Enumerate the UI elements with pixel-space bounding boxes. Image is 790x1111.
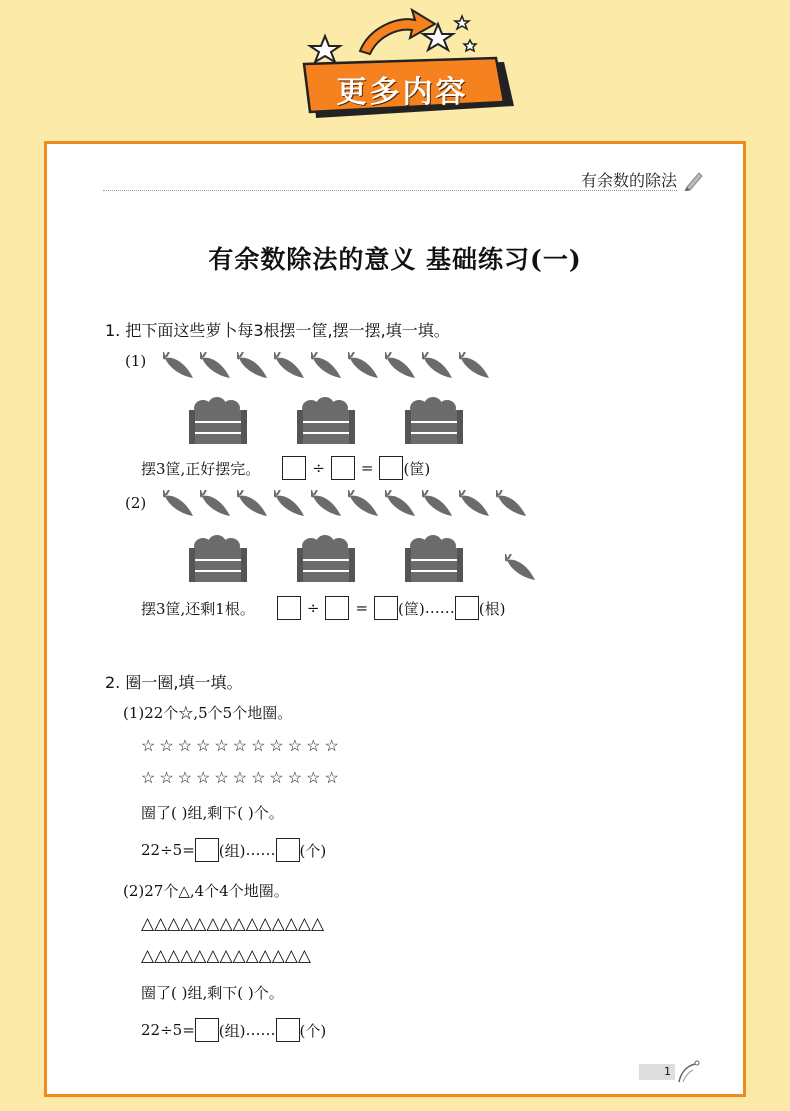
q2-part1-stars-row-2: ☆☆☆☆☆☆☆☆☆☆☆ <box>141 768 343 787</box>
unit-baskets: (筐) <box>403 459 431 478</box>
question-2-prompt: 2. 圈一圈,填一填。 <box>105 673 243 692</box>
q2-part1-equation <box>141 838 326 862</box>
q1-part2-dividend-box[interactable] <box>277 596 301 620</box>
carrot-icon <box>237 490 269 520</box>
basket-icon <box>403 396 465 446</box>
carrot-icon <box>311 490 343 520</box>
basket-icon <box>403 534 465 584</box>
q2-part1-expression: 22÷5= <box>141 841 195 859</box>
page-corner-swirl-icon <box>675 1060 701 1084</box>
carrot-icon <box>459 490 491 520</box>
q2-part1-remainder-box[interactable] <box>276 838 300 862</box>
carrot-icon <box>200 352 232 382</box>
carrot-icon <box>311 352 343 382</box>
unit-items: (个) <box>299 1021 327 1040</box>
page-title: 有余数除法的意义 基础练习(一) <box>208 245 582 274</box>
q2-part2-equation <box>141 1018 326 1042</box>
header-divider <box>103 190 677 191</box>
worksheet-page <box>44 141 746 1097</box>
unit-items: (个) <box>299 841 327 860</box>
basket-icon <box>295 534 357 584</box>
equals-sign: = <box>360 459 374 477</box>
q1-part2-remainder-box[interactable] <box>455 596 479 620</box>
q2-part1-label: (1)22个☆,5个5个地圈。 <box>123 704 293 722</box>
remainder-dots: …… <box>424 599 455 617</box>
carrot-icon <box>348 352 380 382</box>
pencil-icon <box>683 169 703 191</box>
remainder-dots: …… <box>245 1021 276 1039</box>
more-content-banner[interactable] <box>290 6 520 126</box>
unit-groups: (组) <box>218 1021 246 1040</box>
page-number: 1 <box>639 1064 675 1080</box>
q1-part2-divisor-box[interactable] <box>325 596 349 620</box>
carrot-icon <box>385 352 417 382</box>
basket-icon <box>187 534 249 584</box>
carrot-icon <box>422 352 454 382</box>
q2-part1-groups-box[interactable] <box>195 838 219 862</box>
carrot-icon <box>163 352 195 382</box>
q1-part2-quotient-box[interactable] <box>374 596 398 620</box>
q2-part2-remainder-box[interactable] <box>276 1018 300 1042</box>
question-1-prompt: 1. 把下面这些萝卜每3根摆一筐,摆一摆,填一填。 <box>105 321 450 340</box>
carrot-icon <box>348 490 380 520</box>
carrot-icon <box>496 490 528 520</box>
q2-part2-triangles-row-1: △△△△△△△△△△△△△△ <box>141 914 325 934</box>
carrot-icon <box>163 490 195 520</box>
q2-part1-fill-in[interactable]: 圈了( )组,剩下( )个。 <box>141 804 284 822</box>
q1-part1-quotient-box[interactable] <box>379 456 403 480</box>
carrot-icon <box>274 352 306 382</box>
q1-part1-divisor-box[interactable] <box>331 456 355 480</box>
q2-part2-triangles-row-2: △△△△△△△△△△△△△ <box>141 946 311 966</box>
basket-icon <box>187 396 249 446</box>
q2-part2-fill-in[interactable]: 圈了( )组,剩下( )个。 <box>141 984 284 1002</box>
banner-label: 更多内容 <box>336 75 469 110</box>
carrot-icon <box>237 352 269 382</box>
q2-part2-label: (2)27个△,4个4个地圈。 <box>123 882 289 900</box>
basket-icon <box>295 396 357 446</box>
division-sign: ÷ <box>312 459 325 477</box>
carrot-icon <box>200 490 232 520</box>
carrot-icon <box>459 352 491 382</box>
q1-part2-label: (2) <box>125 494 147 512</box>
carrot-icon <box>385 490 417 520</box>
running-head-title: 有余数的除法 <box>580 171 677 190</box>
q1-part2-answer-line <box>141 596 505 620</box>
q2-part2-groups-box[interactable] <box>195 1018 219 1042</box>
carrot-icon <box>274 490 306 520</box>
remainder-dots: …… <box>245 841 276 859</box>
running-head <box>581 168 703 191</box>
q1-part1-answer-line <box>141 456 430 480</box>
q1-part2-text: 摆3筐,还剩1根。 <box>141 599 255 618</box>
equals-sign: = <box>355 599 369 617</box>
unit-baskets: (筐) <box>398 599 425 618</box>
division-sign: ÷ <box>306 599 320 617</box>
q1-part1-label: (1) <box>125 352 147 370</box>
q1-part1-dividend-box[interactable] <box>282 456 306 480</box>
unit-roots: (根) <box>478 599 506 618</box>
unit-groups: (组) <box>218 841 246 860</box>
q2-part1-stars-row-1: ☆☆☆☆☆☆☆☆☆☆☆ <box>141 736 343 755</box>
q1-part1-text: 摆3筐,正好摆完。 <box>141 459 261 478</box>
carrot-icon <box>505 554 537 584</box>
carrot-icon <box>422 490 454 520</box>
q2-part2-expression: 22÷5= <box>141 1021 195 1039</box>
